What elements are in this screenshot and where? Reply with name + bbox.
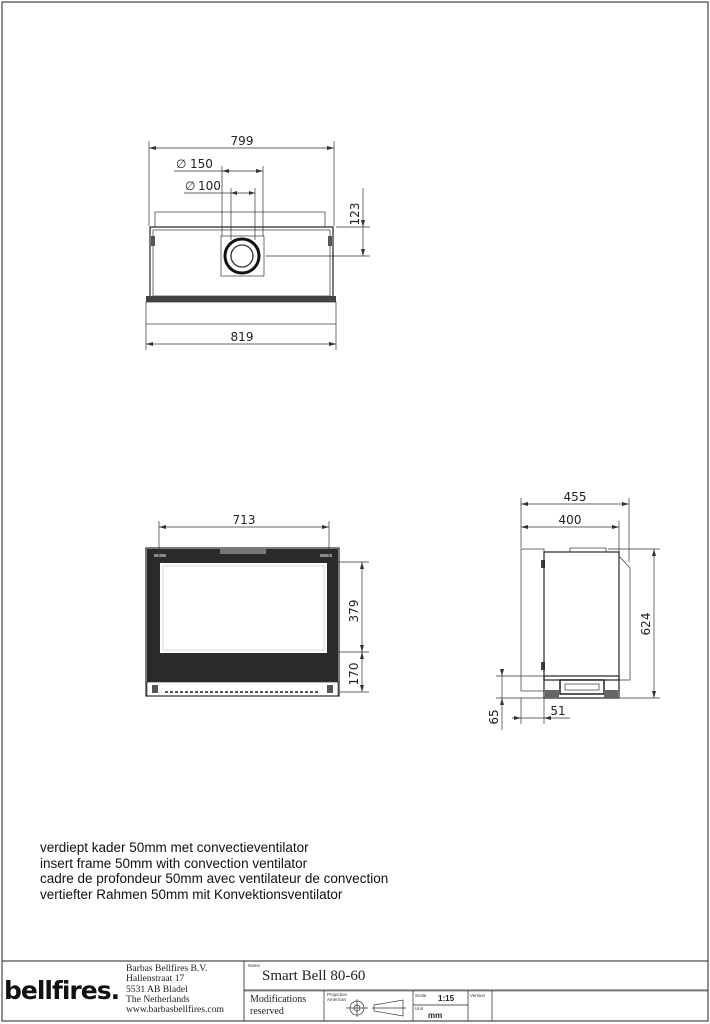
flue-inner-circle — [231, 245, 253, 267]
dim-65: 65 — [487, 709, 501, 725]
scale-label: Scale — [415, 993, 427, 998]
company-website: www.barbasbellfires.com — [126, 1004, 224, 1016]
top-bracket-left — [151, 236, 155, 246]
top-front-frame — [146, 296, 336, 302]
front-glass-window — [160, 563, 327, 653]
dim-51: 51 — [550, 704, 566, 718]
side-fan-unit — [560, 680, 604, 694]
company-street: Hallenstraat 17 — [126, 973, 185, 985]
top-collar-plate — [155, 212, 325, 227]
side-rear-panel — [619, 556, 630, 680]
description-fr: cadre de profondeur 50mm avec ventilateur de convection — [40, 871, 389, 886]
dim-799: 799 — [230, 134, 254, 148]
description-de: vertiefter Rahmen 50mm mit Konvektionsventilator — [40, 886, 343, 902]
dim-123: 123 — [348, 202, 362, 226]
unit-label: Unit — [415, 1006, 424, 1011]
dim-150: 150 — [190, 157, 213, 171]
dim-624: 624 — [639, 612, 653, 636]
dim-100: 100 — [198, 179, 221, 193]
side-front-frame — [521, 549, 544, 691]
projection-label: Projection American — [327, 992, 348, 1002]
modifications-note — [250, 994, 306, 1017]
description-en: insert frame 50mm with convection ventilator — [40, 855, 308, 871]
name-label: Name — [248, 963, 261, 968]
dim-379: 379 — [347, 599, 361, 623]
front-view — [146, 513, 369, 696]
dim-400: 400 — [558, 513, 582, 527]
company-postcode: 5531 AB Bladel — [126, 983, 188, 995]
bellfires-logo: bellfires. — [4, 976, 120, 1005]
version-label: Version — [470, 993, 486, 998]
side-body — [544, 552, 619, 680]
top-bracket-right — [328, 236, 332, 246]
dim-170: 170 — [347, 662, 361, 686]
top-view — [146, 134, 370, 350]
unit-value: mm — [428, 1011, 443, 1020]
dim-713: 713 — [232, 513, 256, 527]
diameter-symbol-150: ∅ — [176, 157, 187, 171]
side-view — [487, 490, 660, 730]
modifications-line-1: Modifications — [250, 994, 307, 1005]
projection-symbol-icon — [346, 999, 406, 1017]
dim-819: 819 — [230, 330, 254, 344]
front-bottom-grille — [147, 682, 338, 696]
company-country: The Netherlands — [126, 993, 190, 1005]
modifications-line-2: reserved — [250, 1005, 284, 1017]
diameter-symbol-100: ∅ — [185, 179, 196, 193]
company-name: Barbas Bellfires B.V. — [126, 963, 208, 974]
description-nl: verdiept kader 50mm met convectieventilator — [40, 840, 309, 855]
scale-value: 1:15 — [438, 994, 455, 1003]
dim-455: 455 — [563, 490, 587, 504]
company-address — [126, 964, 224, 1015]
product-description — [40, 840, 388, 902]
product-name: Smart Bell 80-60 — [262, 968, 366, 984]
front-top-vent — [220, 549, 266, 554]
top-frame-depth — [146, 302, 336, 324]
